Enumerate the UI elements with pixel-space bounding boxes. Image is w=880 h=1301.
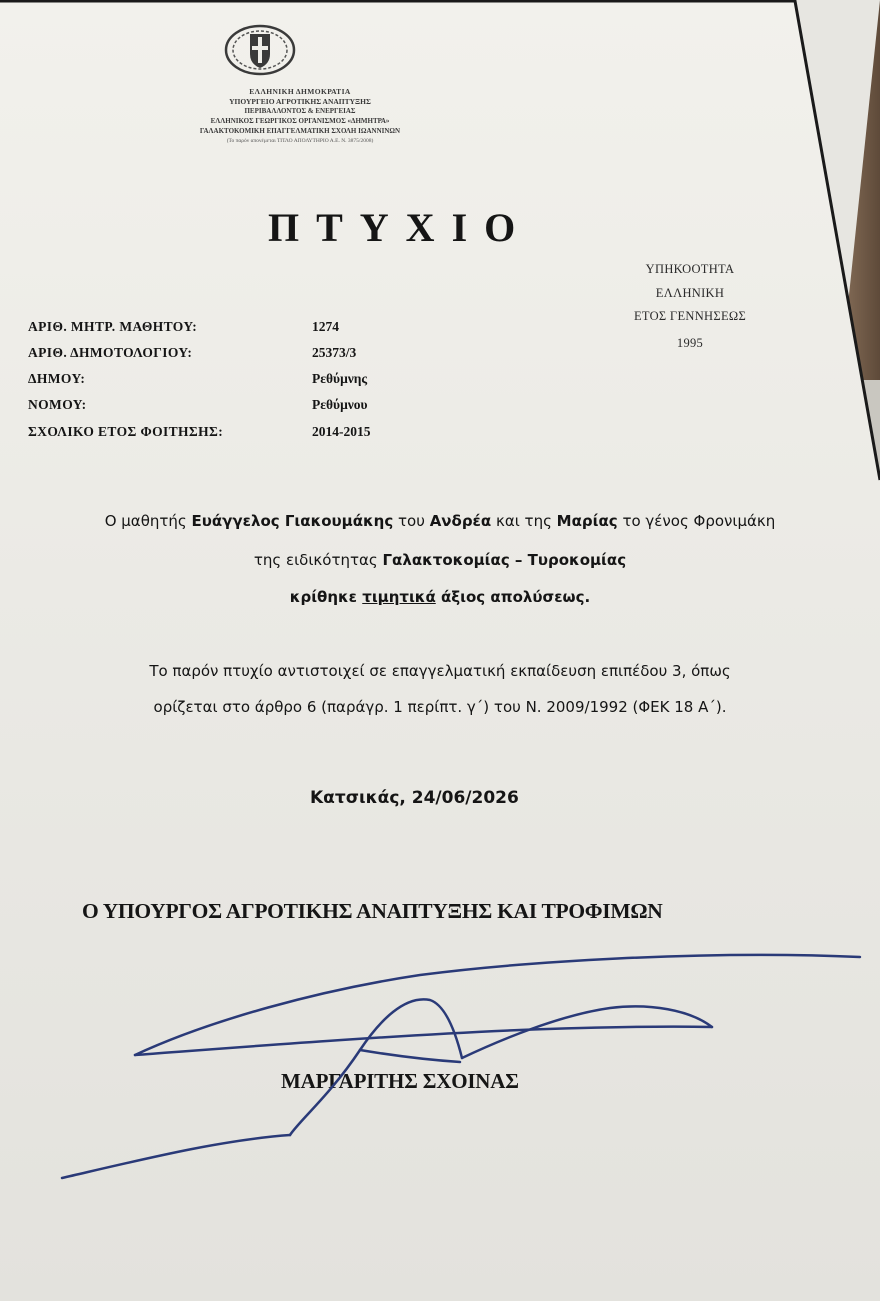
equivalence-line-2: ορίζεται στο άρθρο 6 (παράγρ. 1 περίπτ. γ΄) του Ν. 2009/1992 (ΦΕΚ 18 Α΄). bbox=[153, 698, 727, 716]
student-name: Ευάγγελος Γιακουμάκης bbox=[191, 512, 394, 530]
header-ministry-cont: ΠΕΡΙΒΑΛΛΟΝΤΟΣ & ΕΝΕΡΓΕΙΑΣ bbox=[244, 107, 356, 115]
field-value-registry-number: 1274 bbox=[312, 319, 339, 334]
field-label-municipality: ΔΗΜΟΥ: bbox=[28, 371, 86, 386]
statement-text: το γένος Φρονιμάκη bbox=[617, 512, 776, 530]
statement-line-2 bbox=[0, 551, 880, 569]
birth-year-value: 1995 bbox=[676, 336, 704, 350]
field-label-municipal-registry: ΑΡΙΘ. ΔΗΜΟΤΟΛΟΓΙΟΥ: bbox=[28, 345, 193, 360]
citizenship-value: ΕΛΛΗΝΙΚΗ bbox=[655, 286, 725, 300]
statement-line-1 bbox=[0, 512, 880, 530]
field-label-school-year: ΣΧΟΛΙΚΟ ΕΤΟΣ ΦΟΙΤΗΣΗΣ: bbox=[28, 424, 224, 439]
greek-coat-of-arms-icon bbox=[224, 24, 296, 76]
statement-line-3 bbox=[0, 588, 880, 606]
statement-text: της ειδικότητας bbox=[253, 551, 383, 569]
header-republic: ΕΛΛΗΝΙΚΗ ΔΗΜΟΚΡΑΤΙΑ bbox=[249, 87, 351, 96]
equivalence-line-1: Το παρόν πτυχίο αντιστοιχεί σε επαγγελματική εκπαίδευση επιπέδου 3, όπως bbox=[149, 662, 731, 680]
field-label-prefecture: ΝΟΜΟΥ: bbox=[28, 397, 87, 412]
header-organization: ΕΛΛΗΝΙΚΟΣ ΓΕΩΡΓΙΚΟΣ ΟΡΓΑΝΙΣΜΟΣ «ΔΗΜΗΤΡΑ» bbox=[210, 117, 390, 125]
statement-text: Ο μαθητής bbox=[104, 512, 192, 530]
grade: τιμητικά bbox=[362, 588, 436, 606]
specialty: Γαλακτοκομίας – Τυροκομίας bbox=[382, 551, 627, 569]
statement-text: και της bbox=[491, 512, 557, 530]
father-name: Ανδρέα bbox=[429, 512, 492, 530]
field-label-registry-number: ΑΡΙΘ. ΜΗΤΡ. ΜΑΘΗΤΟΥ: bbox=[28, 319, 198, 334]
mother-name: Μαρίας bbox=[556, 512, 618, 530]
statement-text: του bbox=[393, 512, 430, 530]
field-value-school-year: 2014-2015 bbox=[312, 424, 371, 439]
field-value-municipality: Ρεθύμνης bbox=[312, 371, 368, 386]
place-and-date: Κατσικάς, 24/06/2026 bbox=[310, 788, 519, 808]
minister-title: Ο ΥΠΟΥΡΓΟΣ ΑΓΡΟΤΙΚΗΣ ΑΝΑΠΤΥΞΗΣ ΚΑΙ ΤΡΟΦΙΜΩΝ bbox=[82, 899, 663, 923]
birth-year-label: ΕΤΟΣ ΓΕΝΝΗΣΕΩΣ bbox=[633, 309, 747, 323]
header-ministry: ΥΠΟΥΡΓΕΙΟ ΑΓΡΟΤΙΚΗΣ ΑΝΑΠΤΥΞΗΣ bbox=[229, 97, 371, 106]
document-title: ΠΤΥΧΙΟ bbox=[268, 205, 533, 250]
signatory-name: ΜΑΡΓΑΡΙΤΗΣ ΣΧΟΙΝΑΣ bbox=[281, 1069, 519, 1093]
field-value-prefecture: Ρεθύμνου bbox=[312, 397, 368, 412]
statement-text: κρίθηκε bbox=[289, 588, 363, 606]
header-school: ΓΑΛΑΚΤΟΚΟΜΙΚΗ ΕΠΑΓΓΕΛΜΑΤΙΚΗ ΣΧΟΛΗ ΙΩΑΝΝΙΝΩΝ bbox=[199, 127, 401, 135]
header-note: (Το παρόν απονέμεται ΤΙΤΛΟ ΑΠΟΛΥΤΗΡΙΟ Α.Ε. Ν. 3875/2008) bbox=[226, 138, 374, 144]
field-value-municipal-registry: 25373/3 bbox=[312, 345, 357, 360]
citizenship-label: ΥΠΗΚΟΟΤΗΤΑ bbox=[645, 262, 735, 276]
statement-text: άξιος απολύσεως. bbox=[435, 588, 591, 606]
